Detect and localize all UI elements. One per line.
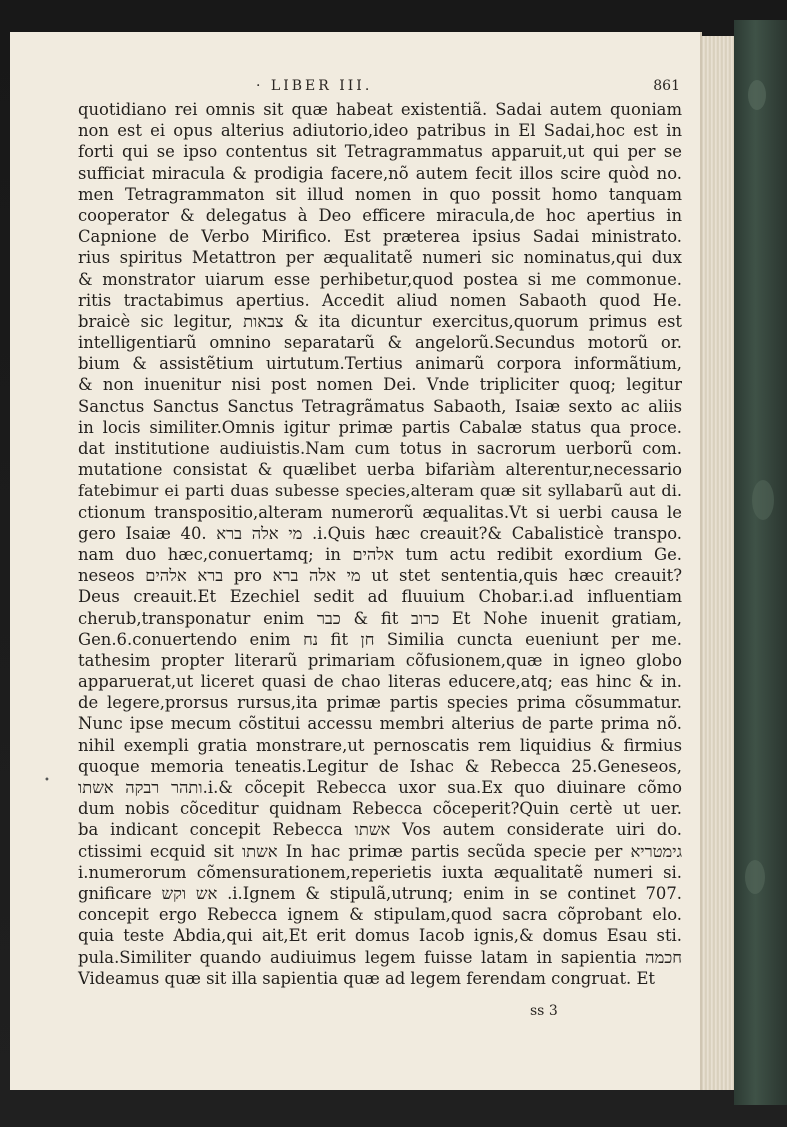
- text-line: ctionum transpositio,alteram numerorũ æqualitas.Vt si uerbi causa le: [78, 502, 682, 522]
- text-line: quia teste Abdia,qui ait,Et erit domus Iacob ignis,& domus Esau sti.: [78, 926, 682, 946]
- running-title: · LIBER III.: [256, 78, 373, 94]
- text-line: bium & assistẽtium uirtutum.Tertius animarũ corpora informãtium,: [78, 354, 682, 374]
- margin-mark: •: [44, 775, 50, 786]
- text-line: dat institutione audiuistis.Nam cum totus in sacrorum uerborũ com.: [78, 439, 682, 458]
- text-line: ba indicant concepit Rebecca אשתו Vos autem considerate uiri do.: [78, 820, 682, 840]
- text-line: Deus creauit.Et Ezechiel sedit ad fluuium Chobar.i.ad influentiam: [78, 587, 682, 607]
- text-line: Capnione de Verbo Mirifico. Est præterea ipsius Sadai ministrato.: [78, 227, 682, 247]
- signature-mark: ss 3: [530, 1003, 558, 1019]
- text-line: cherub,transponatur enim כבר & fit כרוב Et Nohe inuenit gratiam,: [78, 608, 682, 628]
- text-line: i.numerorum cõmensurationem,reperietis iuxta æqualitatẽ numeri si.: [78, 862, 682, 882]
- text-line: & monstrator uiarum esse perhibetur,quod postea si me commonue.: [78, 269, 682, 289]
- text-line: fatebimur ei parti duas subesse species,alteram quæ sit syllabarũ aut di.: [78, 481, 682, 501]
- page-edges: [700, 36, 734, 1090]
- page-footer: [78, 1003, 682, 1023]
- text-line: intelligentiarũ omnino separatarũ & angelorũ.Secundus motorũ or.: [78, 333, 682, 353]
- text-line: & non inuenitur nisi post nomen Dei. Vnde tripliciter quoq; legitur: [78, 375, 682, 395]
- text-line: tathesim propter literarũ primariam cõfusionem,quæ in igneo globo: [78, 650, 682, 670]
- page-number: 861: [653, 78, 680, 94]
- text-line: concepit ergo Rebecca ignem & stipulam,quod sacra cõprobant elo.: [78, 905, 682, 925]
- text-line: quotidiano rei omnis sit quæ habeat existentiã. Sadai autem quoniam: [78, 100, 682, 119]
- text-line: forti qui se ipso contentus sit Tetragrammatus apparuit,ut qui per se: [78, 142, 682, 162]
- cover-marbling: [752, 480, 774, 520]
- text-line: ותהר רבקה אשתו.i.& cõcepit Rebecca uxor sua.Ex quo diuinare cõmo: [78, 778, 682, 797]
- cover-marbling: [748, 80, 766, 110]
- text-line: de legere,prorsus rursus,ita primæ partis species prima cõsummatur.: [78, 693, 682, 713]
- text-line: cooperator & delegatus à Deo efficere miracula,de hoc apertius in: [78, 205, 682, 225]
- text-line: apparuerat,ut liceret quasi de chao literas educere,atq; eas hinc & in.: [78, 672, 682, 692]
- text-line: quoque memoria teneatis.Legitur de Ishac & Rebecca 25.Geneseos,: [78, 756, 682, 776]
- text-line: neseos ברא אלהים pro מי אלה ברא ut stet sententia,quis hæc creauit?: [78, 566, 682, 586]
- text-line: dum nobis cõceditur quidnam Rebecca cõceperit?Quin certè ut uer.: [78, 799, 682, 819]
- text-line: mutatione consistat & quælibet uerba bifariàm alterentur,necessario: [78, 460, 682, 480]
- text-line: gnificare אש וקש .i.Ignem & stipulã,utrunq; enim in se continet 707.: [78, 883, 682, 903]
- text-line: pula.Similiter quando audiuimus legem fuisse latam in sapientia חכמה: [78, 947, 682, 967]
- cover-marbling: [745, 860, 765, 894]
- text-line: non est ei opus alterius adiutorio,ideo patribus in El Sadai,hoc est in: [78, 121, 682, 141]
- text-line: Nunc ipse mecum cõstitui accessu membri alterius de parte prima nõ.: [78, 714, 682, 734]
- text-line: rius spiritus Metattron per æqualitatẽ numeri sic nominatus,qui dux: [78, 248, 682, 268]
- page-header: [80, 78, 680, 98]
- text-line: Videamus quæ sit illa sapientia quæ ad legem ferendam congruat. Et: [78, 968, 656, 988]
- text-line: braicè sic legitur, צבאות & ita dicuntur exercitus,quorum primus est: [78, 311, 682, 331]
- text-line: Gen.6.conuertendo enim נח fit חן Similia cuncta eueniunt per me.: [78, 629, 682, 649]
- text-line: ritis tractabimus apertius. Accedit aliud nomen Sabaoth quod He.: [78, 290, 682, 310]
- text-line: nihil exempli gratia monstrare,ut pernoscatis rem liquidius & firmius: [78, 735, 682, 755]
- text-line: nam duo hæc,conuertamq; in אלהים tum actu redibit exordium Ge.: [78, 544, 683, 564]
- text-line: men Tetragrammaton sit illud nomen in quo possit homo tanquam: [78, 184, 682, 204]
- text-line: Sanctus Sanctus Sanctus Tetragrãmatus Sabaoth, Isaiæ sexto ac aliis: [78, 396, 682, 416]
- body-text: [78, 99, 682, 989]
- text-line: in locis similiter.Omnis igitur primæ partis Cabalæ status qua proce.: [78, 417, 682, 437]
- text-line: gero Isaiæ 40. מי אלה ברא .i.Quis hæc creauit?& Cabalisticè transpo.: [78, 523, 682, 543]
- text-line: sufficiat miracula & prodigia facere,nõ autem fecit illos scire quòd no.: [78, 163, 682, 183]
- text-line: ctissimi ecquid sit אשתו In hac primæ partis secũda specie per גימטריא: [78, 841, 682, 861]
- book-cover-edge: [734, 20, 787, 1105]
